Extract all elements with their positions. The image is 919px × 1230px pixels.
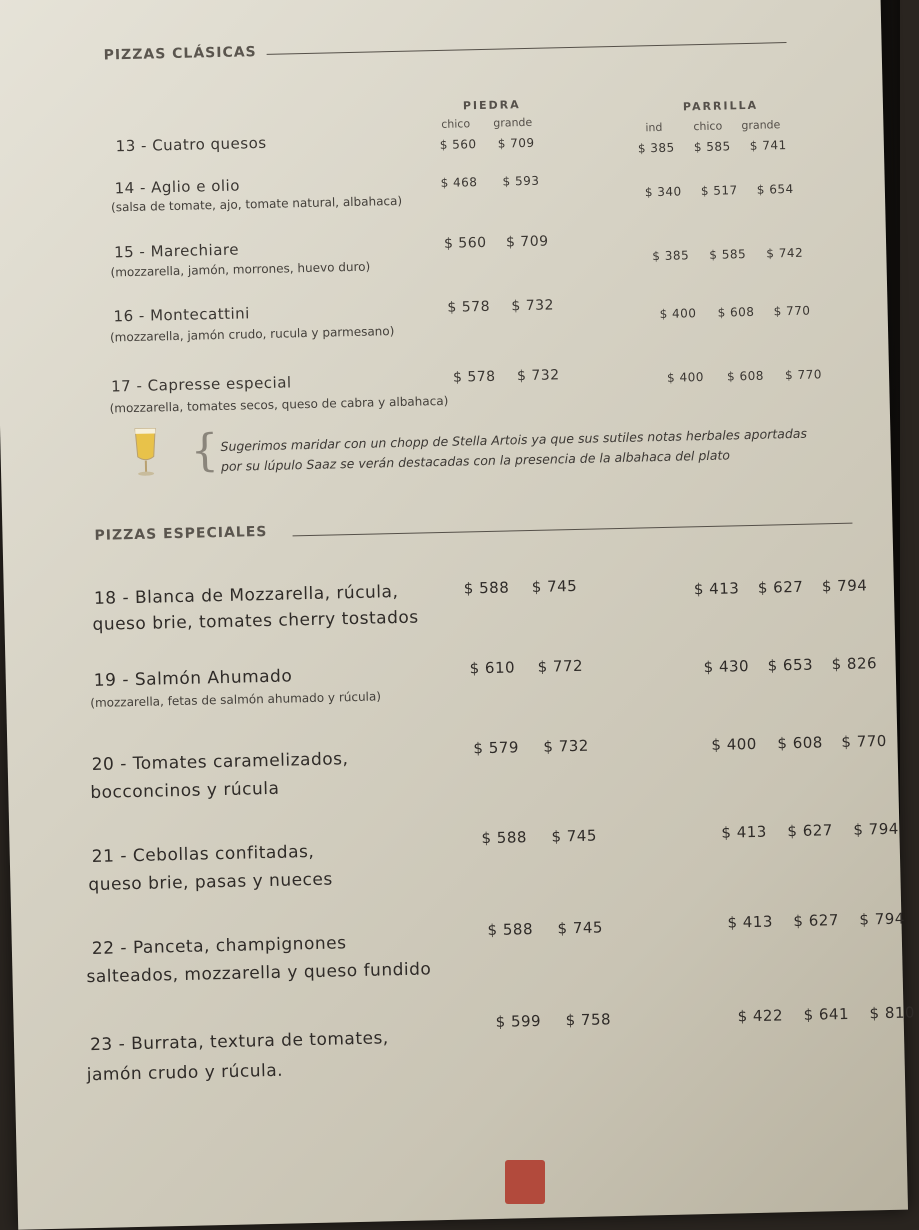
suggestion-line-1: Sugerimos maridar con un chopp de Stella Artois ya que sus sutiles notas herbales aportadas: [220, 424, 807, 457]
menu-item-desc: (mozzarella, fetas de salmón ahumado y rúcula): [90, 689, 381, 710]
price-parrilla-chico: $ 608: [777, 733, 823, 752]
price-parrilla-chico: $ 653: [767, 656, 813, 675]
menu-item-name-line2: bocconcinos y rúcula: [90, 776, 280, 806]
price-parrilla-chico: $ 627: [787, 821, 833, 840]
price-parrilla-ind: $ 385: [652, 248, 689, 263]
piedra-size-chico: chico: [441, 117, 470, 131]
menu-item-name: 19 - Salmón Ahumado: [94, 663, 293, 693]
price-parrilla-chico: $ 608: [717, 305, 754, 320]
menu-item-desc: (salsa de tomate, ajo, tomate natural, albahaca): [111, 194, 402, 215]
price-parrilla-chico: $ 627: [758, 578, 804, 597]
price-piedra-grande: $ 758: [565, 1010, 611, 1029]
price-parrilla-ind: $ 400: [667, 370, 704, 385]
price-piedra-grande: $ 745: [557, 918, 603, 937]
price-piedra-grande: $ 593: [502, 174, 539, 189]
price-piedra-chico: $ 560: [440, 137, 477, 152]
section-title-especiales: PIZZAS ESPECIALES: [94, 524, 267, 544]
price-piedra-grande: $ 709: [506, 233, 549, 250]
menu-item-name: 21 - Cebollas confitadas,: [92, 839, 315, 870]
price-parrilla-chico: $ 585: [694, 139, 731, 154]
menu-item-name: 13 - Cuatro quesos: [115, 134, 266, 155]
price-parrilla-ind: $ 422: [737, 1006, 783, 1025]
price-piedra-grande: $ 732: [511, 297, 554, 314]
menu-item-desc: (mozzarella, jamón, morrones, huevo duro): [110, 260, 370, 280]
price-parrilla-chico: $ 517: [701, 183, 738, 198]
price-parrilla-grande: $ 826: [831, 654, 877, 673]
parrilla-size-ind: ind: [645, 121, 662, 134]
section-rule: [293, 523, 853, 537]
price-piedra-chico: $ 579: [473, 738, 519, 757]
price-parrilla-ind: $ 385: [638, 141, 675, 156]
price-parrilla-chico: $ 641: [803, 1005, 849, 1024]
menu-item-name-line2: queso brie, tomates cherry tostados: [92, 605, 419, 638]
price-piedra-chico: $ 560: [444, 235, 487, 252]
price-parrilla-grande: $ 654: [757, 182, 794, 197]
price-parrilla-grande: $ 794: [822, 576, 868, 595]
price-parrilla-ind: $ 413: [694, 579, 740, 598]
price-piedra-grande: $ 745: [551, 827, 597, 846]
menu-item-name: 23 - Burrata, textura de tomates,: [90, 1025, 389, 1058]
menu-item-name: 16 - Montecattini: [113, 304, 250, 325]
price-parrilla-ind: $ 400: [711, 735, 757, 754]
parrilla-size-chico: chico: [693, 120, 722, 134]
piedra-size-grande: grande: [493, 116, 532, 130]
price-parrilla-ind: $ 400: [659, 306, 696, 321]
price-piedra-grande: $ 732: [517, 367, 560, 384]
price-piedra-chico: $ 468: [440, 175, 477, 190]
price-parrilla-ind: $ 413: [721, 823, 767, 842]
suggestion-line-2: por su lúpulo Saaz se verán destacadas con la presencia de la albahaca del plato: [221, 445, 730, 477]
menu-item-name: 18 - Blanca de Mozzarella, rúcula,: [94, 579, 399, 612]
price-piedra-grande: $ 772: [537, 657, 583, 676]
price-parrilla-grande: $ 810: [869, 1003, 915, 1022]
price-piedra-grande: $ 745: [532, 577, 578, 596]
price-piedra-chico: $ 588: [481, 828, 527, 847]
menu-item-name: 22 - Panceta, champignones: [92, 930, 347, 962]
price-piedra-chico: $ 578: [447, 299, 490, 316]
price-parrilla-grande: $ 794: [859, 910, 905, 929]
price-piedra-grande: $ 732: [543, 737, 589, 756]
price-parrilla-grande: $ 770: [785, 367, 822, 382]
logo-icon: [505, 1160, 545, 1204]
price-piedra-chico: $ 610: [469, 658, 515, 677]
menu-item-name: 15 - Marechiare: [114, 241, 239, 262]
menu-item-name: 14 - Aglio e olio: [114, 176, 240, 197]
price-parrilla-chico: $ 608: [727, 369, 764, 384]
price-parrilla-chico: $ 585: [709, 247, 746, 262]
menu-item-name-line2: queso brie, pasas y nueces: [88, 867, 333, 899]
price-piedra-chico: $ 588: [487, 920, 533, 939]
menu-item-desc: (mozzarella, jamón crudo, rucula y parmesano): [110, 324, 395, 344]
price-parrilla-grande: $ 794: [853, 820, 899, 839]
menu-item-name-line2: salteados, mozzarella y queso fundido: [86, 956, 431, 990]
price-parrilla-chico: $ 627: [793, 911, 839, 930]
section-rule: [267, 42, 787, 55]
price-parrilla-ind: $ 340: [645, 184, 682, 199]
brace-icon: {: [190, 425, 219, 477]
price-piedra-chico: $ 588: [464, 578, 510, 597]
beer-glass-icon: [132, 426, 159, 477]
section-title-clasicas: PIZZAS CLÁSICAS: [103, 44, 256, 63]
price-piedra-grande: $ 709: [498, 136, 535, 151]
menu-item-name: 20 - Tomates caramelizados,: [91, 746, 348, 778]
price-piedra-chico: $ 599: [495, 1012, 541, 1031]
menu-item-name: 17 - Capresse especial: [111, 373, 292, 395]
price-parrilla-grande: $ 742: [766, 246, 803, 261]
parrilla-header: PARRILLA: [683, 99, 758, 114]
price-piedra-chico: $ 578: [453, 369, 496, 386]
price-parrilla-grande: $ 770: [841, 732, 887, 751]
menu-item-desc: (mozzarella, tomates secos, queso de cabra y albahaca): [109, 394, 448, 416]
menu-item-name-line2: jamón crudo y rúcula.: [86, 1058, 283, 1088]
price-parrilla-grande: $ 741: [750, 138, 787, 153]
parrilla-size-grande: grande: [741, 118, 780, 132]
piedra-header: PIEDRA: [463, 98, 521, 112]
price-parrilla-ind: $ 413: [727, 913, 773, 932]
price-parrilla-grande: $ 770: [773, 304, 810, 319]
price-parrilla-ind: $ 430: [703, 657, 749, 676]
